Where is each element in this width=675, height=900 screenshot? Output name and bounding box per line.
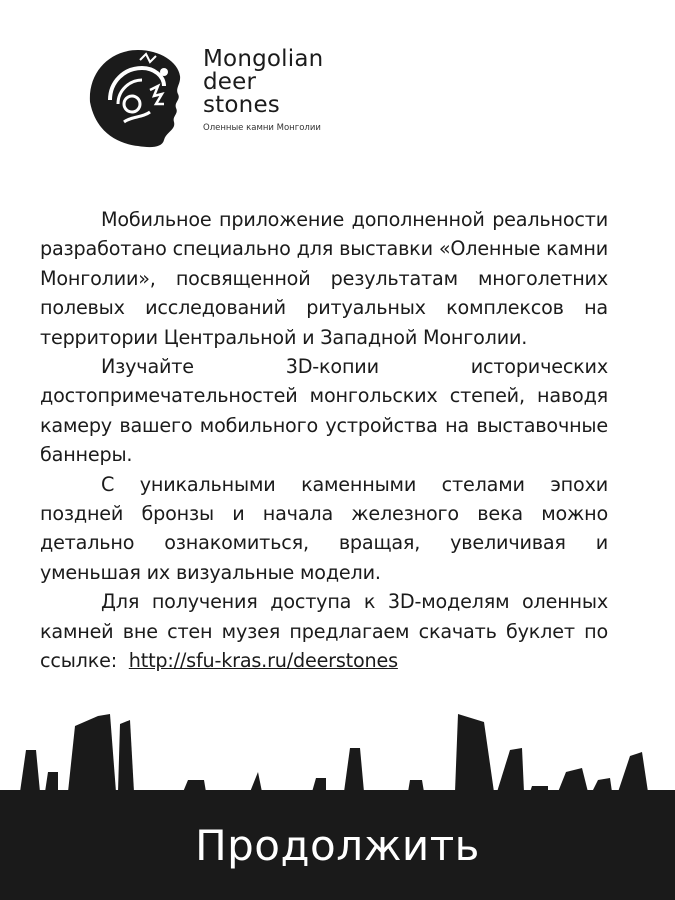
intro-paragraph-1: Мобильное приложение дополненной реальности разработано специально для выставки «Оленные камни Монголии», посвященной результатам многолетних полевых исследований ритуальных комплексов на территории Центральной и Западной Монголии. — [40, 208, 608, 349]
logo-title-line-3: stones — [203, 92, 280, 118]
intro-text — [40, 205, 608, 676]
intro-paragraph-4 — [40, 587, 608, 675]
deerstones-link[interactable]: http://sfu-kras.ru/deerstones — [128, 649, 398, 673]
intro-paragraph-2: Изучайте 3D-копии исторических достопримечательностей монгольских степей, наводя камеру вашего мобильного устройства на выставочные баннеры. — [40, 355, 608, 467]
logo-title — [203, 48, 323, 117]
deer-stone-emblem-icon — [80, 42, 188, 150]
continue-button[interactable] — [0, 790, 675, 900]
continue-button-label: Продолжить — [195, 820, 480, 870]
intro-paragraph-3: С уникальными каменными стелами эпохи поздней бронзы и начала железного века можно детально ознакомиться, вращая, увеличивая и уменьшая их визуальные модели. — [40, 472, 608, 584]
intro-paragraph-4-text: Для получения доступа к 3D-моделям оленных камней вне стен музея предлагаем скачать буклет по ссылке: — [40, 590, 608, 673]
app-logo — [80, 40, 370, 150]
logo-subtitle: Оленные камни Монголии — [203, 123, 321, 133]
logo-title-line-2: deer — [203, 69, 257, 95]
deer-stones-silhouette — [0, 700, 675, 800]
logo-title-line-1: Mongolian — [203, 46, 324, 72]
